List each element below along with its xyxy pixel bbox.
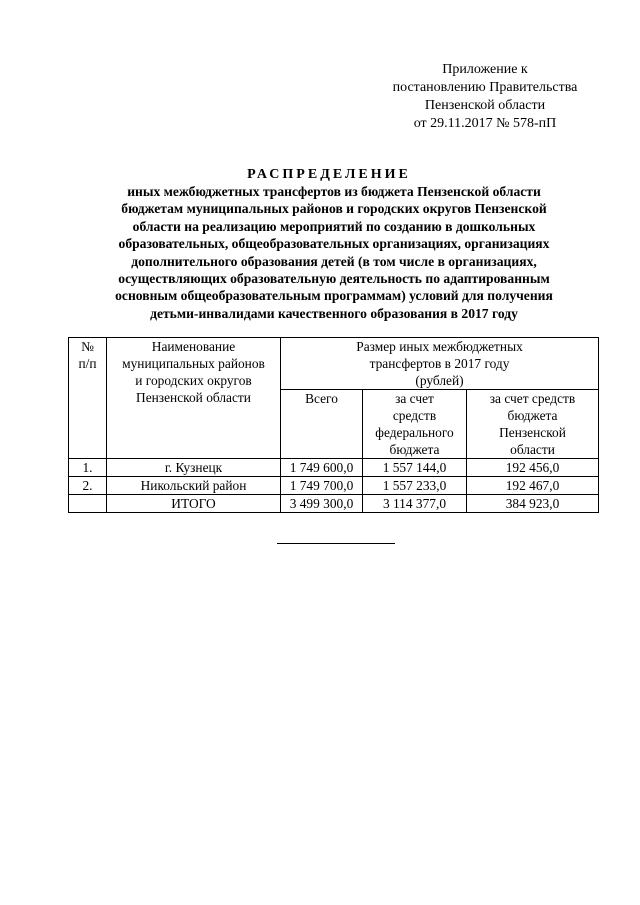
row-num: 1. [69,459,107,477]
table-header-row [69,338,599,390]
subtitle-line: детьми-инвалидами качественного образования в 2017 году [150,305,518,321]
header-federal: за счет средств федерального бюджета [363,390,467,459]
row-total: 1 749 700,0 [281,477,363,495]
approval-line: Приложение к [442,62,528,77]
summary-federal: 3 114 377,0 [363,495,467,513]
approval-date-line: от 29.11.2017 № 578-пП [413,116,557,131]
summary-regional: 384 923,0 [467,495,599,513]
summary-name: ИТОГО [107,495,281,513]
row-total: 1 749 600,0 [281,459,363,477]
row-federal: 1 557 233,0 [363,477,467,495]
summary-num [69,495,107,513]
approval-block [372,61,598,133]
approval-line: постановлению Правительства [392,80,578,95]
row-name: г. Кузнецк [107,459,281,477]
table-row [69,477,599,495]
row-name: Никольский район [107,477,281,495]
subtitle-line: бюджетам муниципальных районов и городских округов Пензенской [121,201,547,217]
header-regional: за счет средств бюджета Пензенской области [467,390,599,459]
distribution-table [68,337,599,513]
header-num: № п/п [69,338,107,459]
table-row [69,459,599,477]
subtitle-line: дополнительного образования детей (в том числе в организациях, [131,253,537,269]
subtitle-line: основным общеобразовательным программам) условий для получения [115,288,553,304]
row-regional: 192 456,0 [467,459,599,477]
subtitle-line: иных межбюджетных трансфертов из бюджета Пензенской области [127,184,541,199]
row-regional: 192 467,0 [467,477,599,495]
document-subtitle [70,183,598,322]
summary-total: 3 499 300,0 [281,495,363,513]
subtitle-line: образовательных, общеобразовательных организациях, организациях [118,236,550,252]
table-summary-row [69,495,599,513]
closing-rule [277,543,395,544]
header-total: Всего [281,390,363,459]
row-federal: 1 557 144,0 [363,459,467,477]
row-num: 2. [69,477,107,495]
subtitle-line: осуществляющих образовательную деятельность по адаптированным [118,271,550,287]
approval-line: Пензенской области [424,98,546,113]
header-name: Наименование муниципальных районов и городских округов Пензенской области [107,338,281,459]
document-title: РАСПРЕДЕЛЕНИЕ [247,167,411,182]
header-group: Размер иных межбюджетных трансфертов в 2017 году (рублей) [281,338,599,390]
subtitle-line: области на реализацию мероприятий по созданию в дошкольных [132,218,536,234]
